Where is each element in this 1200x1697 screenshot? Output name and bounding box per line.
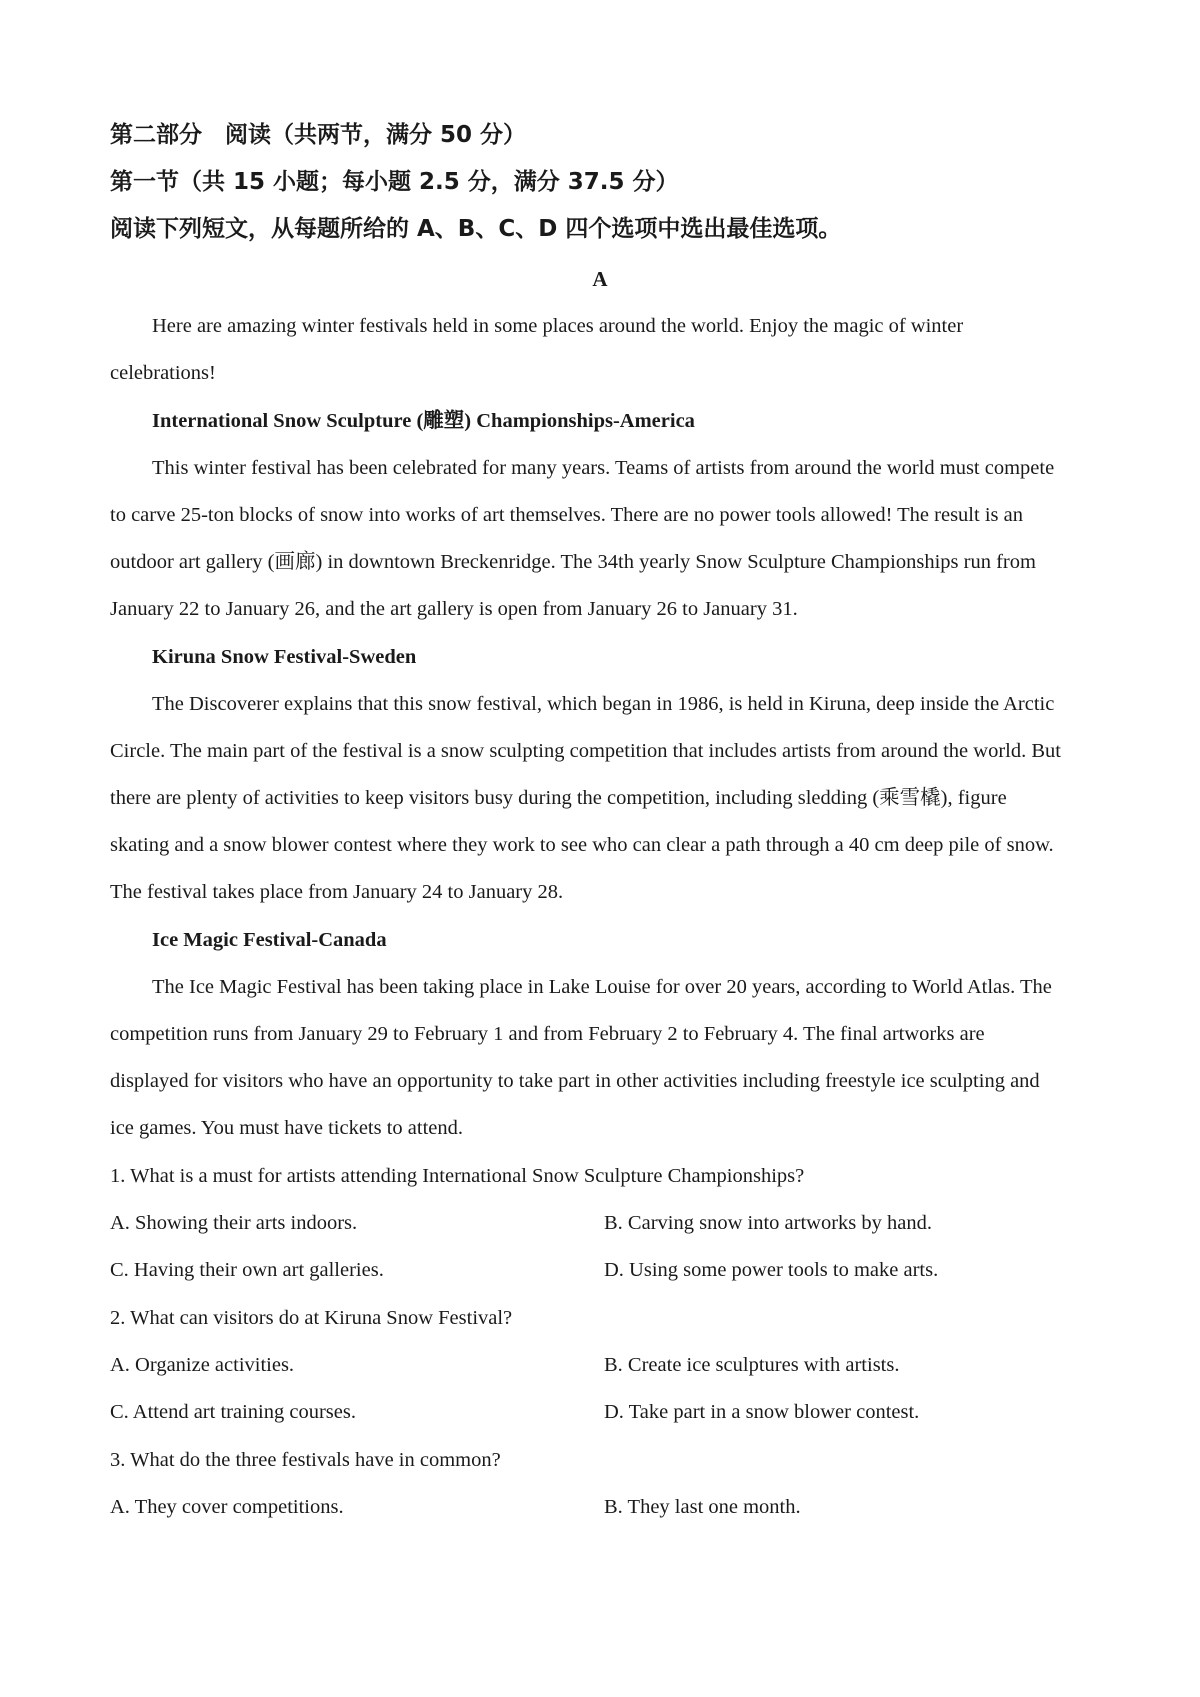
option-a[interactable]: A. Organize activities. (110, 1354, 295, 1376)
option-b[interactable]: B. Carving snow into artworks by hand. (604, 1212, 932, 1234)
option-b[interactable]: B. Create ice sculptures with artists. (604, 1354, 900, 1376)
option-a[interactable]: A. They cover competitions. (110, 1496, 344, 1518)
instruction: 阅读下列短文，从每题所给的 A、B、C、D 四个选项中选出最佳选项。 (110, 216, 842, 242)
paragraph-line: skating and a snow blower contest where they work to see who can clear a path through a 40 cm deep pile of snow. (110, 834, 1054, 856)
festival-title: Kiruna Snow Festival-Sweden (152, 646, 417, 668)
option-b[interactable]: B. They last one month. (604, 1496, 801, 1518)
intro-line: Here are amazing winter festivals held in some places around the world. Enjoy the magic of winter (152, 315, 964, 337)
paragraph-line: This winter festival has been celebrated for many years. Teams of artists from around the world must compete (152, 457, 1055, 479)
section-title: 第一节（共 15 小题；每小题 2.5 分，满分 37.5 分） (110, 169, 679, 195)
paragraph-line: displayed for visitors who have an opportunity to take part in other activities including freestyle ice sculpting and (110, 1070, 1040, 1092)
paragraph-line: there are plenty of activities to keep visitors busy during the competition, including sledding (乘雪橇), figure (110, 787, 1007, 809)
paragraph-line: The festival takes place from January 24 to January 28. (110, 881, 564, 903)
passage-letter: A (592, 267, 608, 291)
intro-line: celebrations! (110, 362, 216, 384)
option-c[interactable]: C. Having their own art galleries. (110, 1259, 384, 1281)
option-d[interactable]: D. Using some power tools to make arts. (604, 1259, 939, 1281)
paragraph-line: to carve 25-ton blocks of snow into works of art themselves. There are no power tools allowed! The result is an (110, 504, 1023, 526)
festival-title: Ice Magic Festival-Canada (152, 929, 387, 951)
paragraph-line: The Discoverer explains that this snow festival, which began in 1986, is held in Kiruna, deep inside the Arctic (152, 693, 1055, 715)
paragraph-line: Circle. The main part of the festival is a snow sculpting competition that includes artists from around the world. But (110, 740, 1061, 762)
question-stem: 3. What do the three festivals have in common? (110, 1449, 501, 1471)
option-c[interactable]: C. Attend art training courses. (110, 1401, 356, 1423)
paragraph-line: outdoor art gallery (画廊) in downtown Breckenridge. The 34th yearly Snow Sculpture Championships run from (110, 551, 1036, 573)
option-d[interactable]: D. Take part in a snow blower contest. (604, 1401, 920, 1423)
option-a[interactable]: A. Showing their arts indoors. (110, 1212, 358, 1234)
paragraph-line: ice games. You must have tickets to attend. (110, 1117, 463, 1139)
part-title: 第二部分 阅读（共两节，满分 50 分） (110, 122, 527, 148)
question-stem: 1. What is a must for artists attending International Snow Sculpture Championships? (110, 1165, 805, 1187)
question-stem: 2. What can visitors do at Kiruna Snow Festival? (110, 1307, 513, 1329)
festival-title: International Snow Sculpture (雕塑) Championships-America (152, 410, 695, 432)
paragraph-line: January 22 to January 26, and the art gallery is open from January 26 to January 31. (110, 598, 798, 620)
paragraph-line: competition runs from January 29 to February 1 and from February 2 to February 4. The final artworks are (110, 1023, 985, 1045)
paragraph-line: The Ice Magic Festival has been taking place in Lake Louise for over 20 years, according to World Atlas. The (152, 976, 1052, 998)
